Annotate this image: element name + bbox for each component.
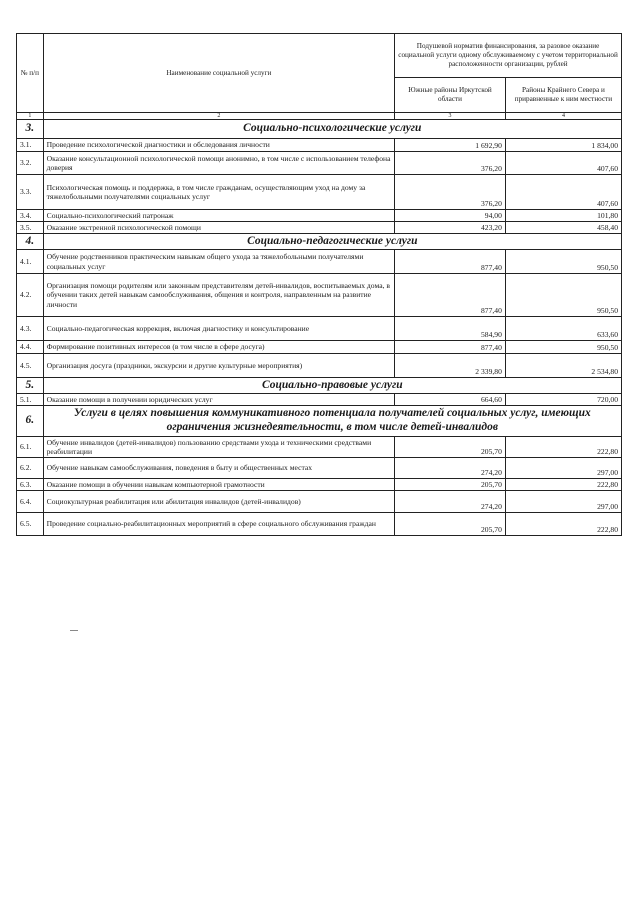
section-title: Социально-правовые услуги	[43, 378, 621, 394]
item-number: 6.2.	[17, 458, 44, 479]
north-regions-rate: 101,80	[505, 210, 621, 222]
column-number: 3	[395, 113, 506, 120]
north-regions-rate: 633,60	[505, 317, 621, 341]
south-regions-rate: 877,40	[395, 341, 506, 354]
service-name: Организация помощи родителям или законным представителям детей-инвалидов, воспитываемых дома, в обучении таких детей навыкам самообслуживания, общения и контроля, направленным на развитие личности	[43, 274, 394, 317]
north-regions-rate: 1 834,00	[505, 139, 621, 152]
south-regions-rate: 877,40	[395, 250, 506, 274]
section-number: 4.	[17, 234, 44, 250]
north-regions-rate: 2 534,80	[505, 354, 621, 378]
south-regions-rate: 94,00	[395, 210, 506, 222]
table-row	[17, 152, 622, 175]
column-numbers-row	[17, 113, 622, 120]
column-number: 1	[17, 113, 44, 120]
section-number: 3.	[17, 120, 44, 139]
north-regions-rate: 222,80	[505, 513, 621, 536]
header-south-regions: Южные районы Иркутской области	[395, 77, 506, 112]
table-row	[17, 175, 622, 210]
north-regions-rate: 297,00	[505, 491, 621, 513]
table-row	[17, 139, 622, 152]
table-row	[17, 250, 622, 274]
item-number: 3.2.	[17, 152, 44, 175]
section-row	[17, 234, 622, 250]
south-regions-rate: 2 339,80	[395, 354, 506, 378]
south-regions-rate: 584,90	[395, 317, 506, 341]
service-name: Оказание экстренной психологической помощи	[43, 222, 394, 234]
table-row	[17, 479, 622, 491]
south-regions-rate: 1 692,90	[395, 139, 506, 152]
column-number: 2	[43, 113, 394, 120]
table-row	[17, 210, 622, 222]
item-number: 6.1.	[17, 437, 44, 458]
south-regions-rate: 205,70	[395, 479, 506, 491]
item-number: 4.2.	[17, 274, 44, 317]
item-number: 3.3.	[17, 175, 44, 210]
table-row	[17, 317, 622, 341]
item-number: 3.1.	[17, 139, 44, 152]
service-name: Организация досуга (праздники, экскурсии и другие культурные мероприятия)	[43, 354, 394, 378]
section-row	[17, 378, 622, 394]
service-name: Психологическая помощь и поддержка, в том числе гражданам, осуществляющим уход на дому за тяжелобольными получателями социальных услуг	[43, 175, 394, 210]
service-name: Проведение психологической диагностики и обследования личности	[43, 139, 394, 152]
service-name: Социально-педагогическая коррекция, включая диагностику и консультирование	[43, 317, 394, 341]
north-regions-rate: 222,80	[505, 437, 621, 458]
service-name: Обучение родственников практическим навыкам общего ухода за тяжелобольными получателями социальных услуг	[43, 250, 394, 274]
table-row	[17, 394, 622, 406]
north-regions-rate: 950,50	[505, 341, 621, 354]
tariff-table	[16, 33, 622, 536]
header-funding-norm: Подушевой норматив финансирования, за разовое оказание социальной услуги одному обслуживаемому с учетом территориальной расположенности организации, рублей	[395, 34, 622, 78]
service-name: Формирование позитивных интересов (в том числе в сфере досуга)	[43, 341, 394, 354]
service-name: Обучение навыкам самообслуживания, поведения в быту и общественных местах	[43, 458, 394, 479]
item-number: 4.3.	[17, 317, 44, 341]
service-name: Оказание консультационной психологической помощи анонимно, в том числе с использованием телефона доверия	[43, 152, 394, 175]
table-row	[17, 513, 622, 536]
north-regions-rate: 407,60	[505, 152, 621, 175]
section-row	[17, 120, 622, 139]
item-number: 6.4.	[17, 491, 44, 513]
north-regions-rate: 950,50	[505, 250, 621, 274]
south-regions-rate: 205,70	[395, 513, 506, 536]
table-row	[17, 458, 622, 479]
south-regions-rate: 423,20	[395, 222, 506, 234]
north-regions-rate: 297,00	[505, 458, 621, 479]
column-number: 4	[505, 113, 621, 120]
service-name: Обучение инвалидов (детей-инвалидов) пользованию средствами ухода и техническими средствами реабилитации	[43, 437, 394, 458]
item-number: 5.1.	[17, 394, 44, 406]
header-row	[17, 34, 622, 78]
item-number: 4.5.	[17, 354, 44, 378]
north-regions-rate: 950,50	[505, 274, 621, 317]
item-number: 6.5.	[17, 513, 44, 536]
table-row	[17, 491, 622, 513]
section-title: Социально-психологические услуги	[43, 120, 621, 139]
service-name: Оказание помощи в получении юридических услуг	[43, 394, 394, 406]
section-number: 5.	[17, 378, 44, 394]
item-number: 6.3.	[17, 479, 44, 491]
header-north-regions: Районы Крайнего Севера и приравненные к ним местности	[505, 77, 621, 112]
header-service-name: Наименование социальной услуги	[43, 34, 394, 113]
table-row	[17, 437, 622, 458]
item-number: 4.4.	[17, 341, 44, 354]
service-name: Социокультурная реабилитация или абилитация инвалидов (детей-инвалидов)	[43, 491, 394, 513]
north-regions-rate: 222,80	[505, 479, 621, 491]
south-regions-rate: 205,70	[395, 437, 506, 458]
service-name: Социально-психологический патронаж	[43, 210, 394, 222]
section-row	[17, 406, 622, 437]
stray-mark	[70, 630, 78, 631]
north-regions-rate: 458,40	[505, 222, 621, 234]
table-row	[17, 354, 622, 378]
south-regions-rate: 877,40	[395, 274, 506, 317]
service-name: Проведение социально-реабилитационных мероприятий в сфере социального обслуживания граждан	[43, 513, 394, 536]
south-regions-rate: 376,20	[395, 175, 506, 210]
south-regions-rate: 274,20	[395, 458, 506, 479]
item-number: 3.5.	[17, 222, 44, 234]
north-regions-rate: 720,00	[505, 394, 621, 406]
header-number: № п/п	[17, 34, 44, 113]
table-row	[17, 341, 622, 354]
table-row	[17, 222, 622, 234]
section-title: Услуги в целях повышения коммуникативного потенциала получателей социальных услуг, имеющих ограничения жизнедеятельности, в том числе детей-инвалидов	[43, 406, 621, 437]
south-regions-rate: 664,60	[395, 394, 506, 406]
item-number: 4.1.	[17, 250, 44, 274]
service-name: Оказание помощи в обучении навыкам компьютерной грамотности	[43, 479, 394, 491]
section-title: Социально-педагогические услуги	[43, 234, 621, 250]
south-regions-rate: 274,20	[395, 491, 506, 513]
document-page	[16, 33, 622, 536]
table-row	[17, 274, 622, 317]
section-number: 6.	[17, 406, 44, 437]
item-number: 3.4.	[17, 210, 44, 222]
south-regions-rate: 376,20	[395, 152, 506, 175]
north-regions-rate: 407,60	[505, 175, 621, 210]
